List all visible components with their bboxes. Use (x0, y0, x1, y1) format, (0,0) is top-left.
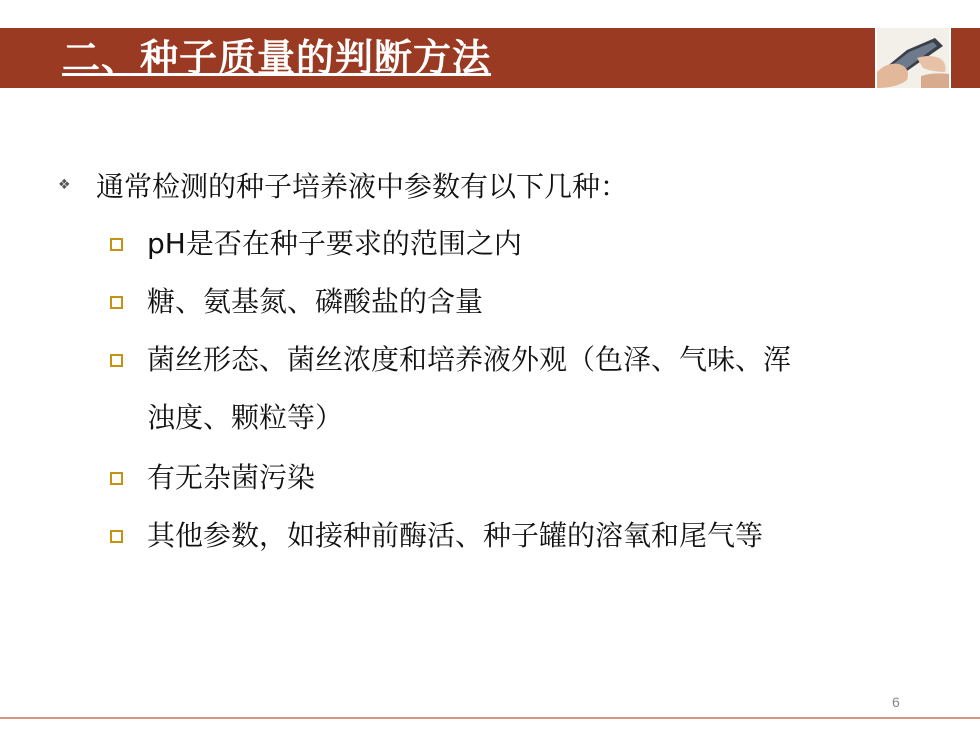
hollow-square-icon (110, 296, 123, 309)
list-item-text: 菌丝形态、菌丝浓度和培养液外观（色泽、气味、浑 (147, 343, 792, 376)
diamond-cluster-icon: ❖ (58, 177, 71, 193)
footer-divider (0, 717, 980, 719)
list-item-text: 浊度、颗粒等） (147, 401, 344, 434)
list-item-text: 有无杂菌污染 (147, 461, 316, 494)
hollow-square-icon (110, 238, 123, 251)
page-number: 6 (892, 694, 900, 710)
hollow-square-icon (110, 472, 123, 485)
hollow-square-icon (110, 354, 123, 367)
hand-holding-phone-icon (877, 28, 949, 88)
list-item-text: 糖、氨基氮、磷酸盐的含量 (147, 285, 484, 318)
list-item-text: 其他参数，如接种前酶活、种子罐的溶氧和尾气等 (147, 519, 764, 552)
intro-bullet (58, 165, 628, 205)
hollow-square-icon (110, 530, 123, 543)
title-photo-hand-phone (875, 28, 951, 88)
slide-title: 二、种子质量的判断方法 (62, 36, 492, 80)
list-item-text: pH是否在种子要求的范围之内 (147, 227, 522, 260)
intro-text: 通常检测的种子培养液中参数有以下几种： (96, 170, 629, 203)
